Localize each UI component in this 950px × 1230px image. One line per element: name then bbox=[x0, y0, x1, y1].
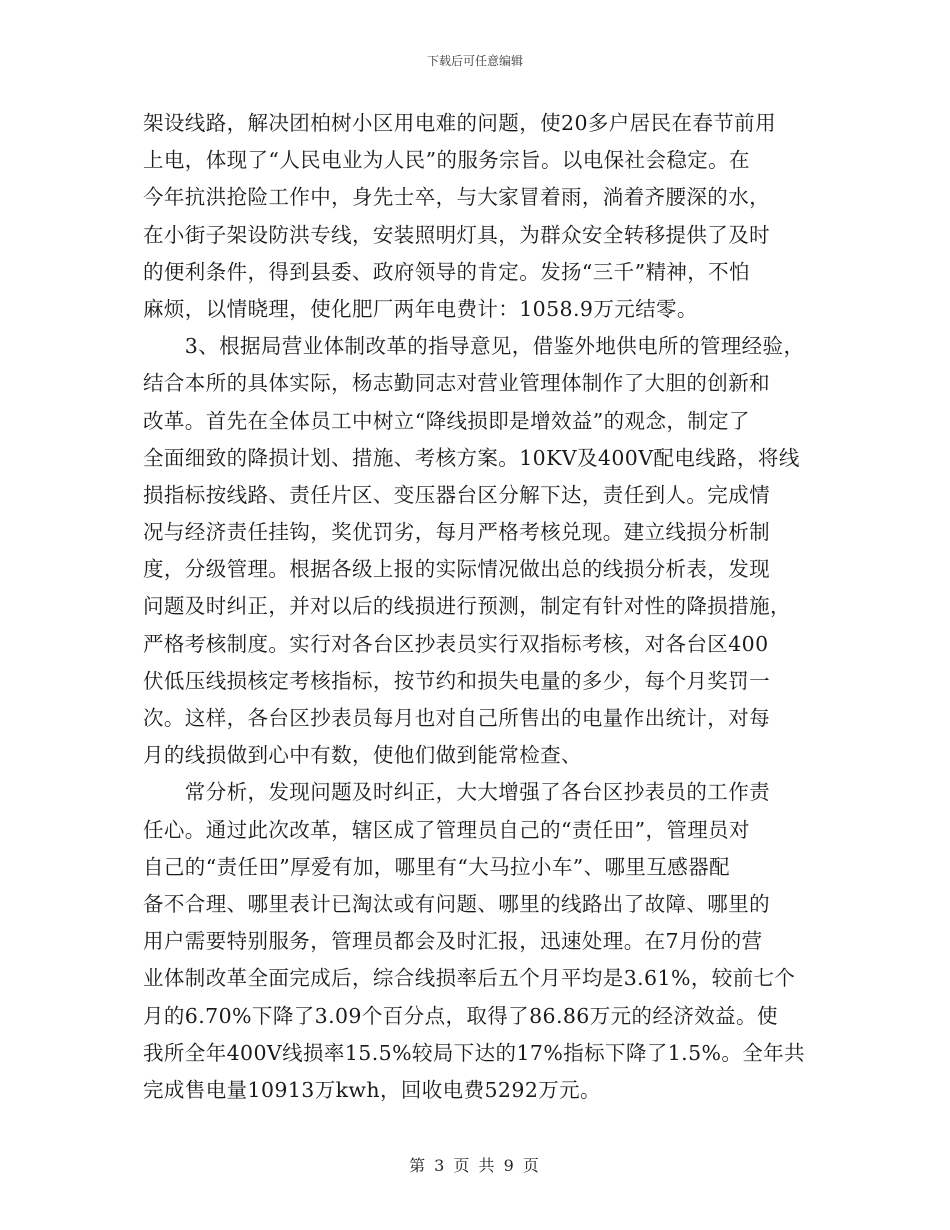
text-line: 常分析，发现问题及时纠正，大大增强了各台区抄表员的工作责 bbox=[143, 780, 770, 805]
text-line: 问题及时纠正，并对以后的线损进行预测，制定有针对性的降损措施， bbox=[143, 594, 791, 619]
page-header-note: 下载后可任意编辑 bbox=[426, 54, 523, 68]
text-line: 3、根据局营业体制改革的指导意见，借鉴外地供电所的管理经验， bbox=[143, 334, 805, 359]
text-line: 麻烦，以情晓理，使化肥厂两年电费计：1058.9万元结零。 bbox=[143, 296, 698, 321]
text-line: 自己的“责任田”厚爱有加，哪里有“大马拉小车”、哪里互感器配 bbox=[143, 854, 730, 879]
document-body bbox=[143, 105, 823, 1109]
text-line: 我所全年400V线损率15.5%较局下达的17%指标下降了1.5%。全年共 bbox=[143, 1040, 805, 1065]
text-line: 今年抗洪抢险工作中，身先士卒，与大家冒着雨，淌着齐腰深的水， bbox=[143, 185, 770, 210]
text-line: 任心。通过此次改革，辖区成了管理员自己的“责任田”，管理员对 bbox=[143, 817, 750, 842]
text-line: 月的6.70%下降了3.09个百分点，取得了86.86万元的经济效益。使 bbox=[143, 1003, 778, 1028]
text-line: 次。这样，各台区抄表员每月也对自己所售出的电量作出统计，对每 bbox=[143, 706, 770, 730]
text-line: 况与经济责任挂钩，奖优罚劣，每月严格考核兑现。建立线损分析制 bbox=[143, 520, 770, 545]
text-line: 上电，体现了“人民电业为人民”的服务宗旨。以电保社会稳定。在 bbox=[143, 148, 750, 173]
text-line: 严格考核制度。实行对各台区抄表员实行双指标考核，对各台区400 bbox=[143, 631, 769, 656]
text-line: 结合本所的具体实际，杨志勤同志对营业管理体制作了大胆的创新和 bbox=[143, 371, 770, 396]
page-number: 第 3 页 共 9 页 bbox=[409, 1156, 541, 1175]
text-line: 的便利条件，得到县委、政府领导的肯定。发扬“三千”精神，不怕 bbox=[143, 259, 750, 284]
text-line: 损指标按线路、责任片区、变压器台区分解下达，责任到人。完成情 bbox=[143, 482, 770, 507]
text-line: 业体制改革全面完成后，综合线损率后五个月平均是3.61%，较前七个 bbox=[143, 966, 796, 991]
text-line: 全面细致的降损计划、措施、考核方案。10KV及400V配电线路，将线 bbox=[143, 445, 800, 470]
text-line: 月的线损做到心中有数，使他们做到能常检查、 bbox=[143, 743, 582, 768]
text-line: 伏低压线损核定考核指标，按节约和损失电量的多少，每个月奖罚一 bbox=[143, 668, 770, 693]
text-line: 架设线路，解决团柏树小区用电难的问题，使20多户居民在春节前用 bbox=[143, 111, 776, 135]
text-line: 备不合理、哪里表计已淘汰或有问题、哪里的线路出了故障、哪里的 bbox=[143, 891, 770, 916]
text-line: 改革。首先在全体员工中树立“降线损即是增效益”的观念，制定了 bbox=[143, 408, 750, 433]
text-line: 在小街子架设防洪专线，安装照明灯具，为群众安全转移提供了及时 bbox=[143, 222, 770, 247]
text-line: 度，分级管理。根据各级上报的实际情况做出总的线损分析表，发现 bbox=[143, 557, 770, 582]
text-line: 用户需要特别服务，管理员都会及时汇报，迅速处理。在7月份的营 bbox=[143, 929, 763, 954]
text-line: 完成售电量10913万kwh，回收电费5292万元。 bbox=[143, 1077, 601, 1102]
